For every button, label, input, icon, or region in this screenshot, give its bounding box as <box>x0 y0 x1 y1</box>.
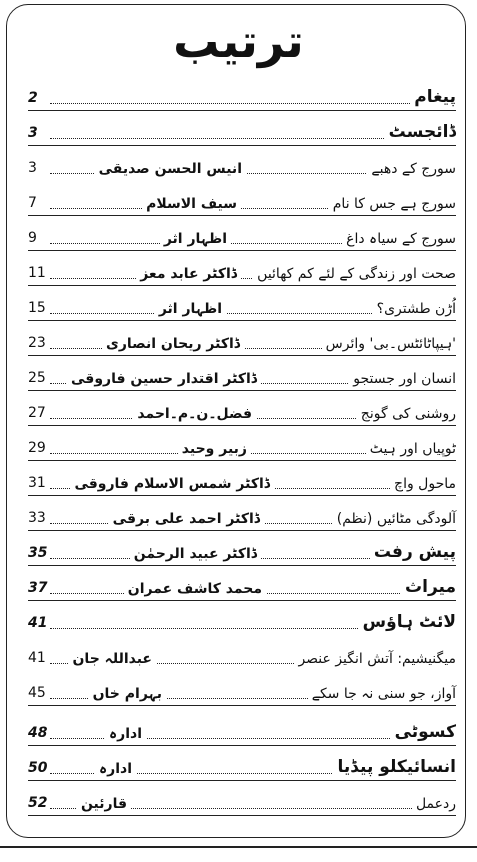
toc-entry[interactable] <box>28 253 456 283</box>
entry-author: ادارہ <box>105 726 146 742</box>
page-number: 41 <box>28 650 46 666</box>
entry-author: ڈاکٹر اقتدار حسین فاروقی <box>67 371 261 387</box>
page-number: 3 <box>28 160 37 176</box>
row-divider <box>28 565 456 566</box>
toc-entry[interactable] <box>28 713 456 743</box>
row-divider <box>28 145 456 146</box>
toc-entry[interactable] <box>28 428 456 458</box>
toc-entry[interactable] <box>28 498 456 528</box>
entry-author: عبداللہ جان <box>68 651 156 667</box>
entry-title: ٹوپیاں اور ہیٹ <box>366 441 456 457</box>
page-number: 33 <box>28 510 46 526</box>
entry-title: ردعمل <box>412 796 456 812</box>
page-title: ترتیب <box>173 14 304 68</box>
entry-title: انسان اور جستجو <box>349 371 456 387</box>
entry-title: صحت اور زندگی کے لئے کم کھائیں <box>253 266 456 282</box>
entry-author: ڈاکٹر احمد علی برقی <box>109 511 264 527</box>
page-number: 7 <box>28 195 37 211</box>
entry-title: روشنی کی گونج <box>357 406 456 422</box>
entry-author: زبیر وحید <box>178 441 251 457</box>
entry-title: آلودگی مٹائیں (نظم) <box>333 511 456 527</box>
row-divider <box>28 110 456 111</box>
page-number: 29 <box>28 440 46 456</box>
row-divider <box>28 250 456 251</box>
toc-entry[interactable] <box>28 358 456 388</box>
page-number: 35 <box>28 545 48 561</box>
toc-entry[interactable] <box>28 783 456 813</box>
row-divider <box>28 460 456 461</box>
entry-title: پیغام <box>410 87 456 107</box>
entry-title: آواز، جو سنی نہ جا سکے <box>308 686 456 702</box>
row-divider <box>28 320 456 321</box>
page-number: 37 <box>28 580 48 596</box>
entry-title: سورج کے دھبے <box>367 161 456 177</box>
entry-author: سیف الاسلام <box>142 196 241 212</box>
row-divider <box>28 390 456 391</box>
row-divider <box>28 530 456 531</box>
toc-entry[interactable] <box>28 638 456 668</box>
entry-author: ڈاکٹر شمس الاسلام فاروقی <box>70 476 274 492</box>
toc-entry[interactable] <box>28 148 456 178</box>
toc-entry[interactable] <box>28 323 456 353</box>
entry-author: محمد کاشف عمران <box>124 581 266 597</box>
page-number: 48 <box>28 725 48 741</box>
toc-entry[interactable] <box>28 603 456 633</box>
row-divider <box>28 705 456 706</box>
row-divider <box>28 425 456 426</box>
entry-title: میگنیشیم: آتش انگیز عنصر <box>294 651 456 667</box>
entry-title: میراث <box>401 577 456 597</box>
entry-author: انیس الحسن صدیقی <box>95 161 246 177</box>
row-divider <box>28 815 456 816</box>
row-divider <box>28 495 456 496</box>
row-divider <box>28 745 456 746</box>
entry-title: پیش رفت <box>370 542 456 562</box>
bottom-rule <box>0 846 477 848</box>
toc-entry[interactable] <box>28 568 456 598</box>
toc-entry[interactable] <box>28 288 456 318</box>
row-divider <box>28 355 456 356</box>
dot-leader <box>50 101 456 104</box>
page-number: 25 <box>28 370 46 386</box>
row-divider <box>28 215 456 216</box>
page-number: 23 <box>28 335 46 351</box>
row-divider <box>28 600 456 601</box>
page-number: 31 <box>28 475 46 491</box>
page-number: 27 <box>28 405 46 421</box>
entry-author: فضل۔ن۔م۔احمد <box>133 406 256 422</box>
toc-entry[interactable] <box>28 218 456 248</box>
toc-entry[interactable] <box>28 183 456 213</box>
entry-title: سورج کے سیاہ داغ <box>342 231 456 247</box>
toc-entry[interactable] <box>28 113 456 143</box>
page-number: 2 <box>28 90 38 106</box>
entry-title: ڈائجسٹ <box>385 122 456 142</box>
entry-author: قارئین <box>77 796 131 812</box>
entry-title: انسائیکلو پیڈیا <box>333 757 456 777</box>
entry-author: ڈاکٹر عابد معز <box>136 266 241 282</box>
toc-entry[interactable] <box>28 78 456 108</box>
entry-author: اظہار اثر <box>160 231 231 247</box>
entry-title: 'ہیپاٹائٹس۔بی' وائرس <box>322 336 456 352</box>
page-number: 15 <box>28 300 46 316</box>
entry-title: سورج ہے جس کا نام <box>329 196 456 212</box>
entry-author: ڈاکٹر عبید الرحمٰن <box>130 546 261 562</box>
page-number: 11 <box>28 265 46 281</box>
page-number: 41 <box>28 615 48 631</box>
entry-author: اظہار اثر <box>155 301 226 317</box>
page-number: 52 <box>28 795 48 811</box>
page-number: 45 <box>28 685 46 701</box>
row-divider <box>28 780 456 781</box>
entry-title: ماحول واچ <box>390 476 456 492</box>
toc-entry[interactable] <box>28 463 456 493</box>
entry-title: اُڑن طشتری؟ <box>373 301 456 317</box>
toc-entry[interactable] <box>28 748 456 778</box>
toc-entry[interactable] <box>28 673 456 703</box>
page-number: 50 <box>28 760 48 776</box>
row-divider <box>28 285 456 286</box>
entry-author: ادارہ <box>95 761 136 777</box>
entry-author: ڈاکٹر ریحان انصاری <box>102 336 244 352</box>
page-number: 9 <box>28 230 37 246</box>
entry-title: لائٹ ہاؤس <box>359 611 456 632</box>
entry-author: بہرام خاں <box>89 686 166 702</box>
toc-entry[interactable] <box>28 393 456 423</box>
entry-title: کسوٹی <box>391 722 456 742</box>
toc-entry[interactable] <box>28 533 456 563</box>
page-number: 3 <box>28 125 38 141</box>
